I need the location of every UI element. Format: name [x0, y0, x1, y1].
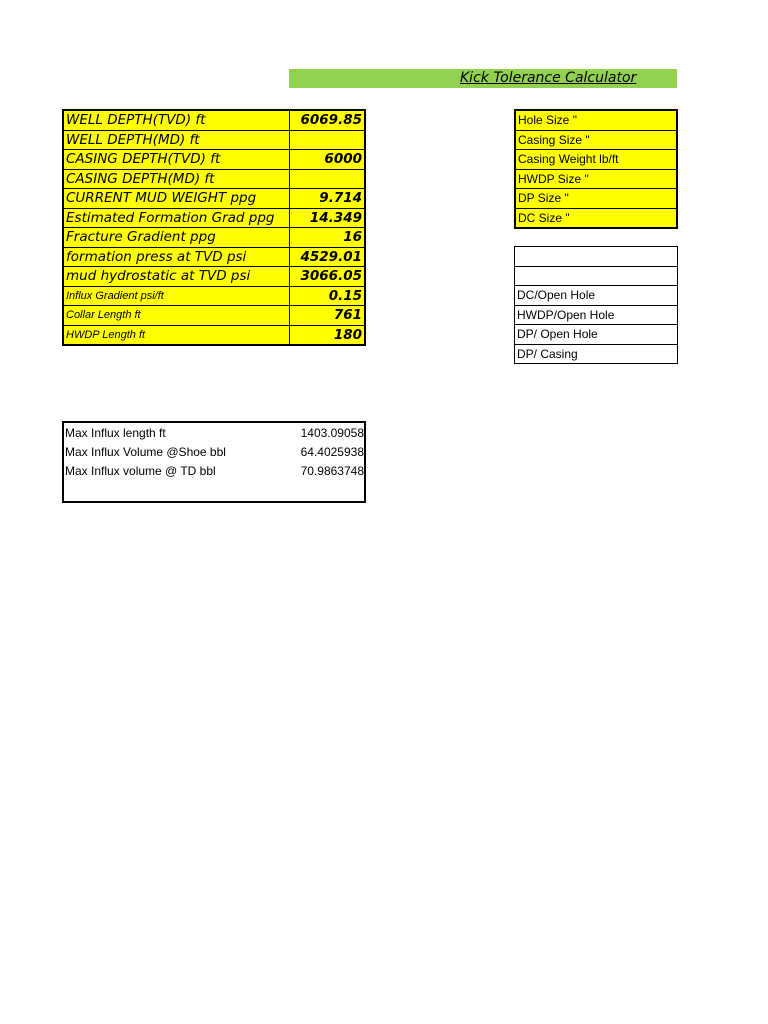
input-row — [63, 267, 365, 287]
annular-sections-table — [514, 246, 678, 364]
result-value: 64.4025938 — [300, 445, 364, 459]
size-row — [515, 189, 677, 209]
input-row — [63, 325, 365, 345]
result-label: Max Influx Volume @Shoe bbl — [65, 445, 226, 459]
input-value-cell[interactable]: 14.349 — [290, 208, 365, 228]
size-row — [515, 130, 677, 150]
input-label: Influx Gradient psi/ft — [63, 286, 290, 306]
size-label[interactable]: Hole Size " — [515, 110, 677, 130]
input-label: WELL DEPTH(TVD) ft — [63, 110, 290, 130]
input-row — [63, 130, 365, 150]
size-row — [515, 169, 677, 189]
input-value-cell[interactable]: 6069.85 — [290, 110, 365, 130]
input-label: WELL DEPTH(MD) ft — [63, 130, 290, 150]
input-value-cell[interactable]: 3066.05 — [290, 267, 365, 287]
input-value-cell[interactable] — [290, 169, 365, 189]
result-label: Max Influx volume @ TD bbl — [65, 464, 216, 478]
input-value-cell[interactable]: 0.15 — [290, 286, 365, 306]
input-row — [63, 150, 365, 170]
input-value-cell[interactable]: 6000 — [290, 150, 365, 170]
input-row — [63, 169, 365, 189]
input-row — [63, 189, 365, 209]
input-value-cell[interactable]: 761 — [290, 306, 365, 326]
input-label: HWDP Length ft — [63, 325, 290, 345]
input-label: CASING DEPTH(TVD) ft — [63, 150, 290, 170]
input-label: Collar Length ft — [63, 306, 290, 326]
size-label[interactable]: Casing Weight lb/ft — [515, 150, 677, 170]
result-row — [65, 424, 364, 443]
input-row — [63, 306, 365, 326]
section-row — [515, 325, 678, 345]
size-label[interactable]: DP Size " — [515, 189, 677, 209]
input-label: mud hydrostatic at TVD psi — [63, 267, 290, 287]
section-label: DP/ Casing — [515, 344, 678, 364]
input-label: CASING DEPTH(MD) ft — [63, 169, 290, 189]
input-row — [63, 208, 365, 228]
size-row — [515, 208, 677, 228]
input-value-cell[interactable]: 16 — [290, 228, 365, 248]
size-label[interactable]: Casing Size " — [515, 130, 677, 150]
result-value: 1403.09058 — [300, 426, 364, 440]
section-label: HWDP/Open Hole — [515, 305, 678, 325]
input-value-cell[interactable] — [290, 130, 365, 150]
result-label: Max Influx length ft — [65, 426, 166, 440]
input-label: formation press at TVD psi — [63, 247, 290, 267]
section-label — [515, 247, 678, 267]
input-value-cell[interactable]: 180 — [290, 325, 365, 345]
section-row — [515, 247, 678, 267]
input-row — [63, 247, 365, 267]
section-label: DP/ Open Hole — [515, 325, 678, 345]
size-label[interactable]: DC Size " — [515, 208, 677, 228]
input-label: CURRENT MUD WEIGHT ppg — [63, 189, 290, 209]
input-value-cell[interactable]: 4529.01 — [290, 247, 365, 267]
section-label — [515, 266, 678, 286]
input-row — [63, 228, 365, 248]
input-row — [63, 110, 365, 130]
result-row — [65, 443, 364, 462]
result-row — [65, 462, 364, 481]
section-row — [515, 286, 678, 306]
size-row — [515, 110, 677, 130]
section-row — [515, 266, 678, 286]
input-label: Estimated Formation Grad ppg — [63, 208, 290, 228]
input-row — [63, 286, 365, 306]
input-label: Fracture Gradient ppg — [63, 228, 290, 248]
size-label[interactable]: HWDP Size " — [515, 169, 677, 189]
results-box — [62, 421, 366, 503]
pipe-sizes-table — [514, 109, 678, 229]
result-value: 70.9863748 — [300, 464, 364, 478]
input-value-cell[interactable]: 9.714 — [290, 189, 365, 209]
section-row — [515, 305, 678, 325]
section-label: DC/Open Hole — [515, 286, 678, 306]
sheet-title: Kick Tolerance Calculator — [460, 70, 637, 86]
input-parameters-table — [62, 109, 366, 346]
section-row — [515, 344, 678, 364]
size-row — [515, 150, 677, 170]
